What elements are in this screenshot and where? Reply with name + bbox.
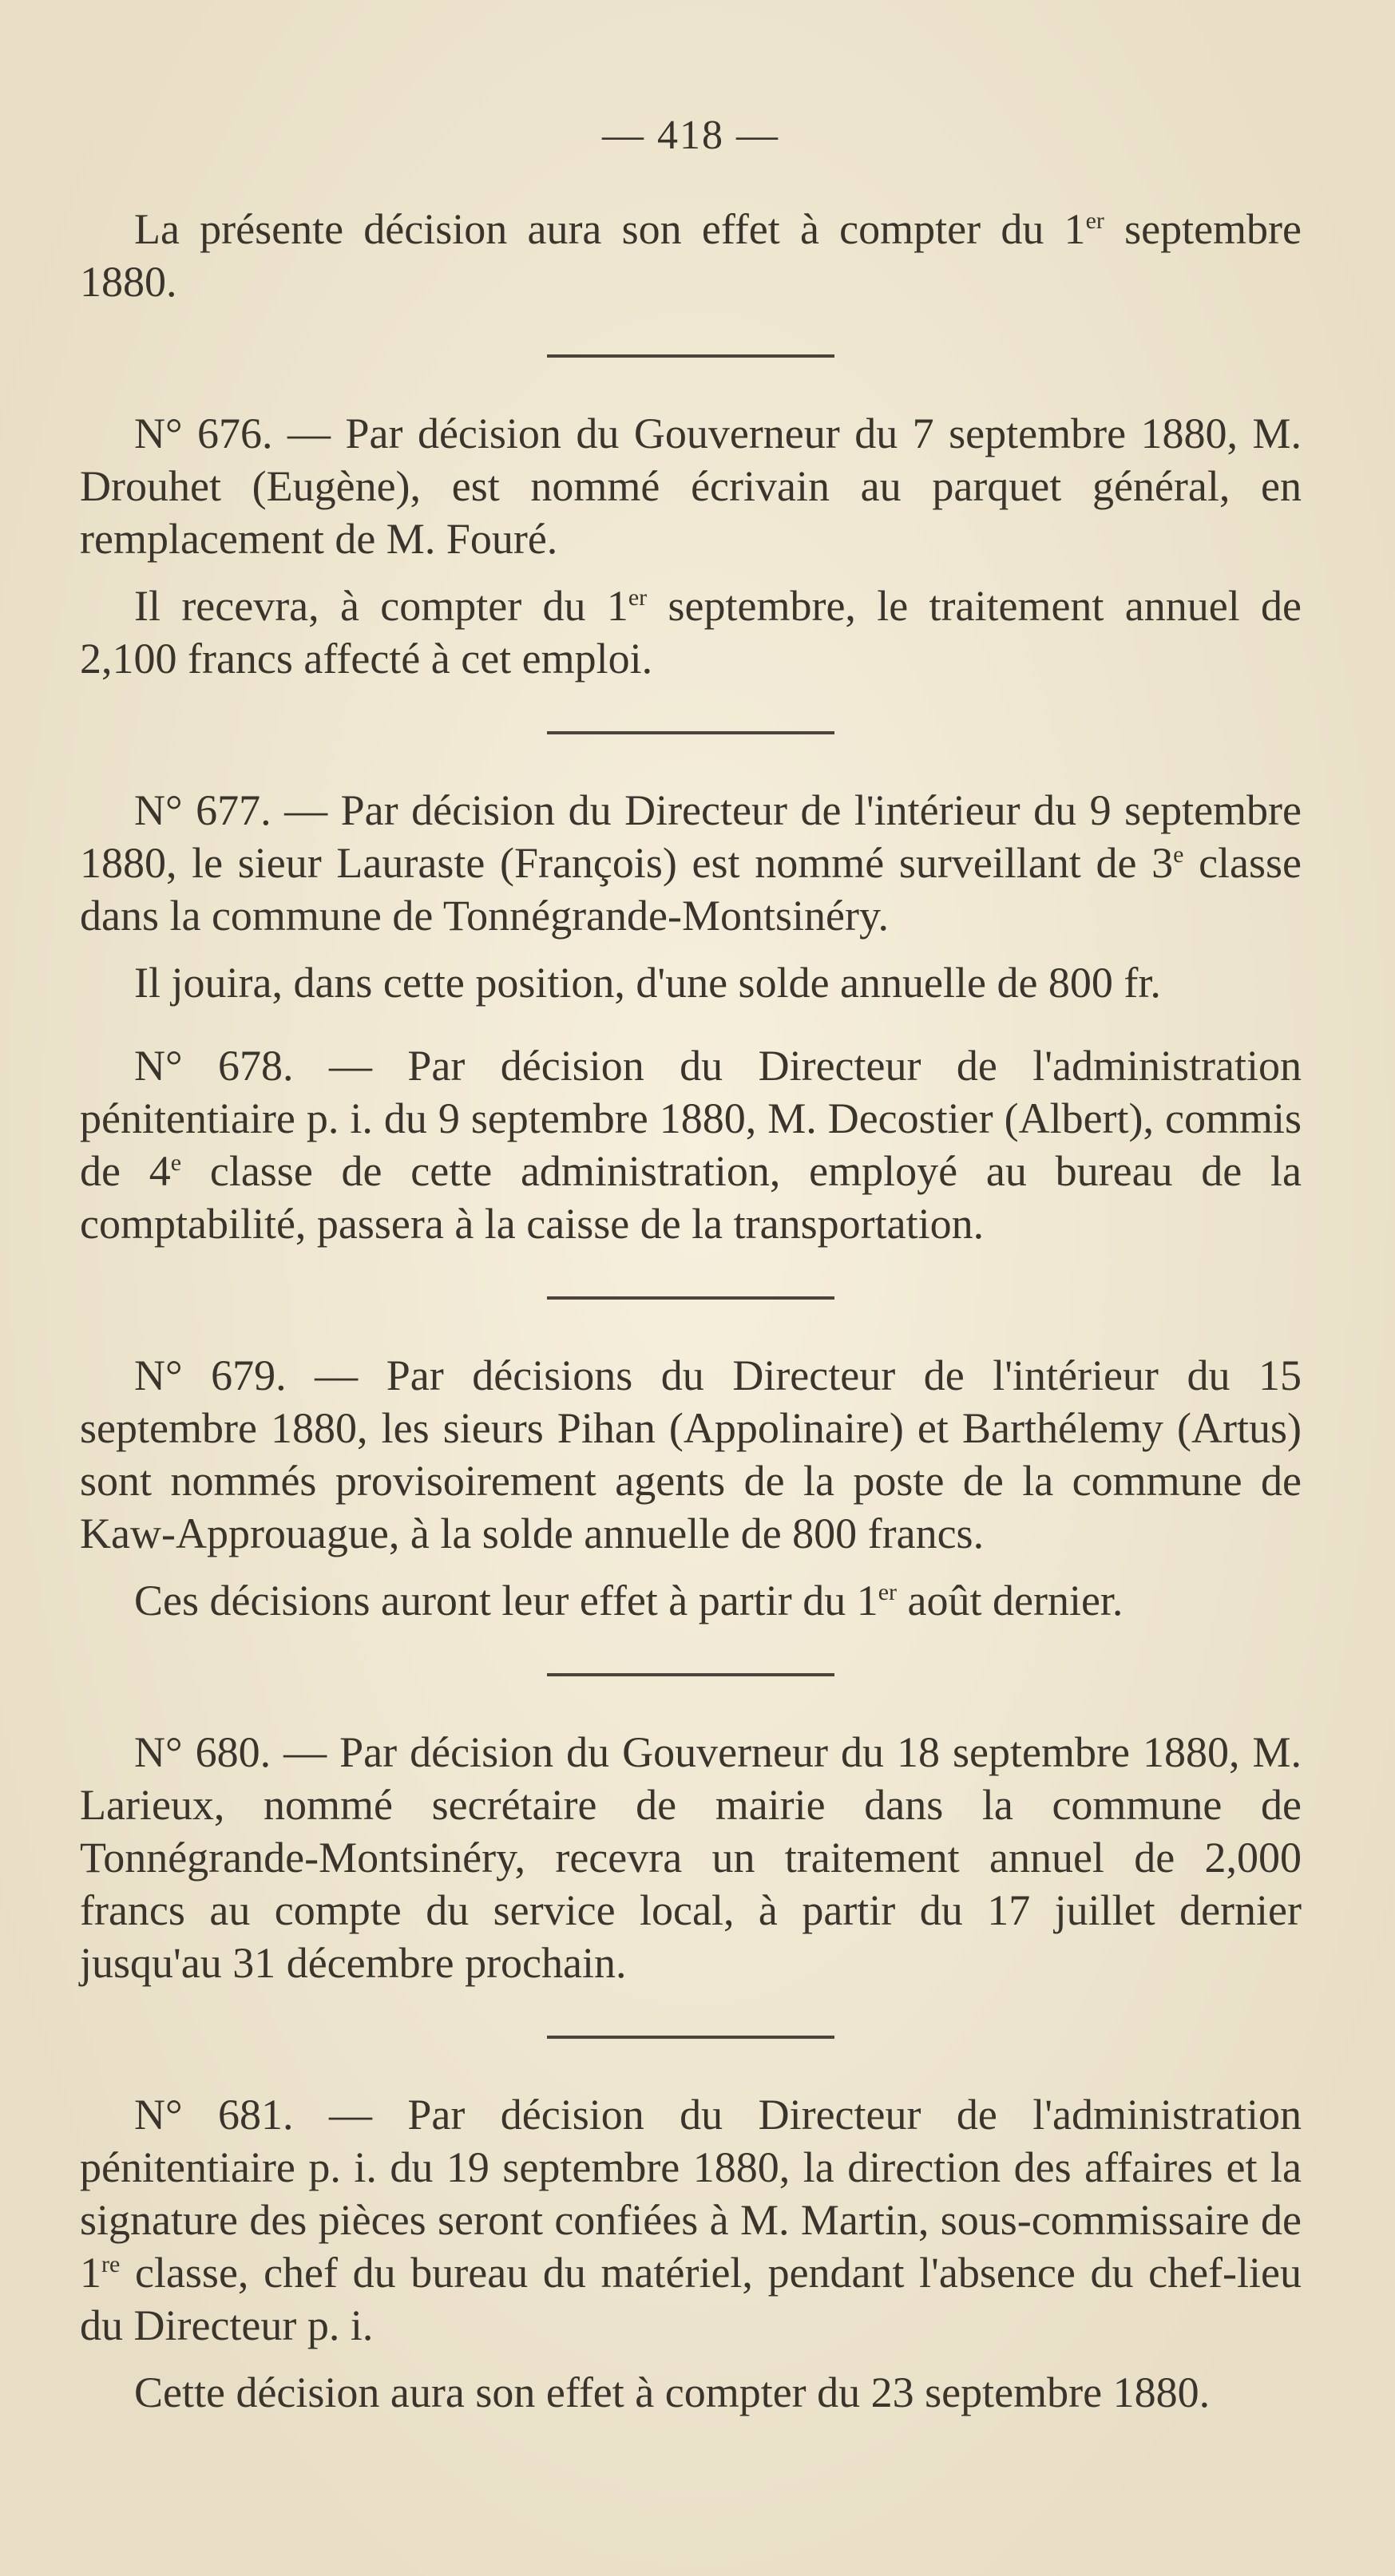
entry-text: N° 677. — Par décision du Directeur de l'intérieur du 9 septembre 1880, le sieur Lauraste (François) est nommé surveillant de 3 <box>80 786 1302 887</box>
entry-paragraph <box>80 1574 1302 1627</box>
entry-text: classe, chef du bureau du matériel, pendant l'absence du chef-lieu du Directeur p. i. <box>80 2249 1302 2349</box>
document-body <box>80 112 1302 2419</box>
intro-paragraph <box>80 203 1302 308</box>
entry-text: classe de cette administration, employé au bureau de la comptabilité, passera à la caisse de la transportation. <box>80 1147 1302 1248</box>
entry-paragraph: N° 676. — Par décision du Gouverneur du 7 septembre 1880, M. Drouhet (Eugène), est nommé écrivain au parquet général, en remplacement de M. Fouré. <box>80 410 1302 563</box>
page-number: — 418 — <box>602 113 779 158</box>
entry-paragraph: Cette décision aura son effet à compter du 23 septembre 1880. <box>134 2368 1211 2416</box>
superscript: er <box>878 1579 898 1605</box>
intro-text: La présente décision aura son effet à compter du 1 <box>134 205 1086 253</box>
separator-rule <box>547 731 834 734</box>
decision-entry-680 <box>80 1726 1302 1989</box>
separator-rule <box>547 1296 834 1300</box>
superscript: er <box>1085 208 1104 234</box>
intro-text-end: septembre 1880. <box>80 205 1302 306</box>
decision-entry-676 <box>80 407 1302 685</box>
entry-paragraph <box>80 580 1302 685</box>
entry-paragraph <box>80 784 1302 942</box>
decision-entry-678 <box>80 1039 1302 1250</box>
separator-rule <box>547 2036 834 2039</box>
separator-rule <box>547 1673 834 1676</box>
superscript: re <box>101 2251 121 2277</box>
entry-paragraph: Il jouira, dans cette position, d'une solde annuelle de 800 fr. <box>134 959 1161 1007</box>
decision-entry-681 <box>80 2088 1302 2419</box>
superscript: e <box>1173 841 1184 868</box>
entry-text: Il recevra, à compter du 1 <box>134 582 628 630</box>
entry-text: N° 678. — Par décision du Directeur de l'administration pénitentiaire p. i. du 9 septembre 1880, M. Decostier (Albert), commis de 4 <box>80 1042 1302 1195</box>
entry-paragraph <box>80 1039 1302 1250</box>
entry-text: septembre, le traitement annuel de 2,100 francs affecté à cet emploi. <box>80 582 1302 683</box>
entry-text: classe dans la commune de Tonnégrande-Montsinéry. <box>80 839 1302 940</box>
entry-text: Ces décisions auront leur effet à partir du 1 <box>134 1577 878 1624</box>
separator-rule <box>547 354 834 358</box>
entry-paragraph: N° 679. — Par décisions du Directeur de l'intérieur du 15 septembre 1880, les sieurs Pihan (Appolinaire) et Barthélemy (Artus) sont nommés provisoirement agents de la poste de la commune de Kaw-Approuague, à la solde annuelle de 800 francs. <box>80 1351 1302 1557</box>
decision-entry-679 <box>80 1349 1302 1627</box>
superscript: er <box>628 584 648 611</box>
entry-paragraph <box>80 2088 1302 2352</box>
entry-paragraph: N° 680. — Par décision du Gouverneur du 18 septembre 1880, M. Larieux, nommé secrétaire de mairie dans la commune de Tonnégrande-Montsinéry, recevra un traitement annuel de 2,000 francs au compte du service local, à partir du 17 juillet dernier jusqu'au 31 décembre prochain. <box>80 1728 1302 1987</box>
decision-entry-677 <box>80 784 1302 1009</box>
entry-text: août dernier. <box>897 1577 1124 1624</box>
entry-text: N° 681. — Par décision du Directeur de l'administration pénitentiaire p. i. du 19 septembre 1880, la direction des affaires et la signature des pièces seront confiées à M. Martin, sous-commissaire de 1 <box>80 2091 1302 2297</box>
superscript: e <box>170 1150 182 1176</box>
